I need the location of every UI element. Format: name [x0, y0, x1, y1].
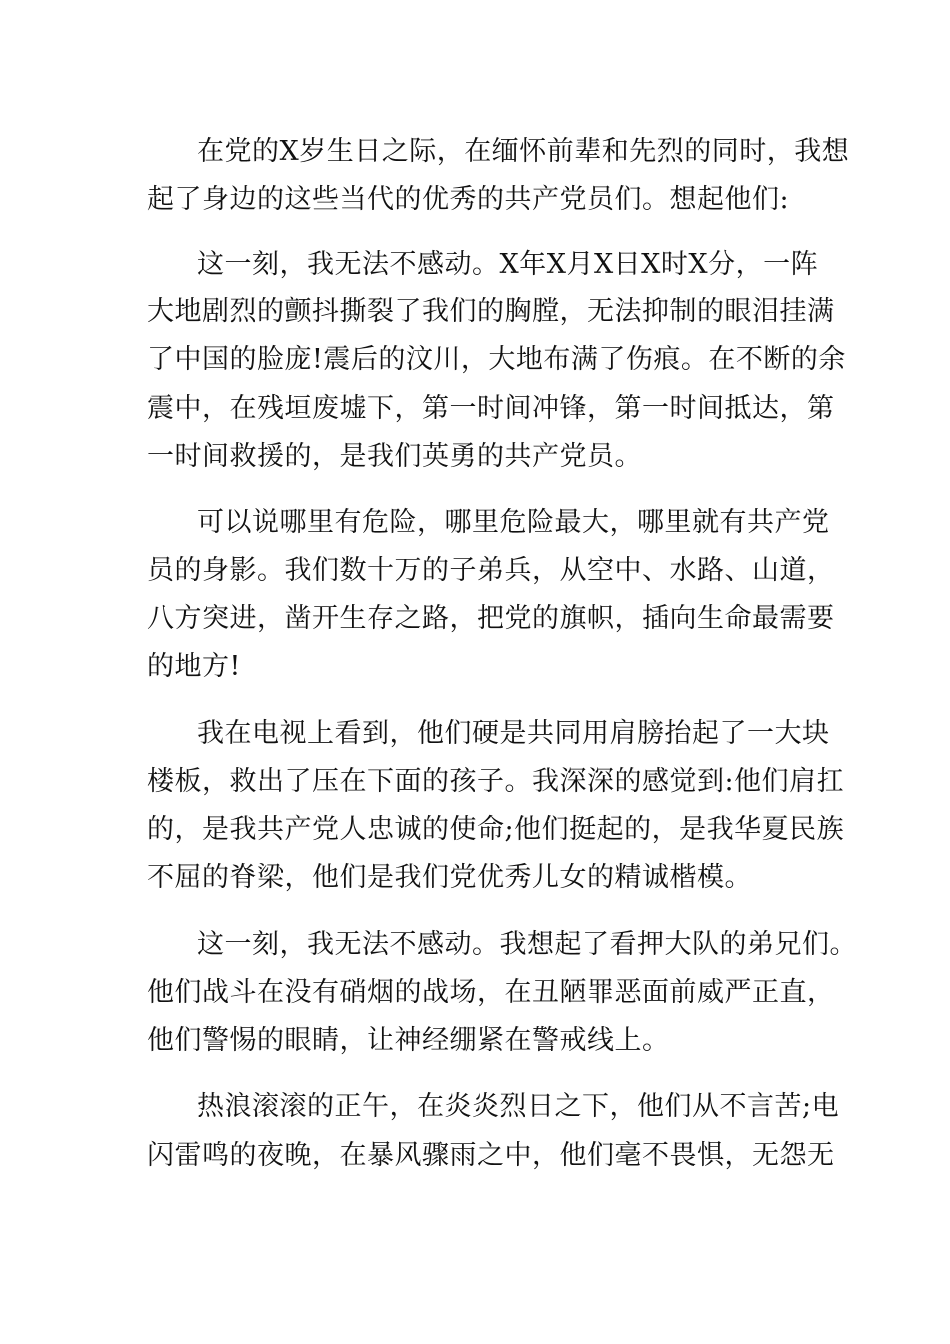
paragraph-3-line-1: 可以说哪里有危险，哪里危险最大，哪里就有共产党 — [197, 507, 830, 538]
paragraph-6-line-1: 热浪滚滚的正午，在炎炎烈日之下，他们从不言苦;电 — [197, 1091, 840, 1122]
paragraph-2-line-2: 大地剧烈的颤抖撕裂了我们的胸膛，无法抑制的眼泪挂满 — [147, 296, 835, 327]
paragraph-2-line-1: 这一刻，我无法不感动。X年X月X日X时X分，一阵 — [197, 249, 819, 280]
paragraph-5-line-3: 他们警惕的眼睛，让神经绷紧在警戒线上。 — [147, 1025, 670, 1056]
paragraph-3-line-2: 员的身影。我们数十万的子弟兵，从空中、水路、山道， — [147, 555, 835, 586]
paragraph-2-line-5: 一时间救援的，是我们英勇的共产党员。 — [147, 441, 642, 472]
paragraph-5-line-1: 这一刻，我无法不感动。我想起了看押大队的弟兄们。 — [197, 929, 857, 960]
paragraph-2-line-3: 了中国的脸庞!震后的汶川，大地布满了伤痕。在不断的余 — [147, 344, 846, 375]
paragraph-3-line-3: 八方突进，凿开生存之路，把党的旗帜，插向生命最需要 — [147, 603, 835, 634]
paragraph-3-line-4: 的地方! — [147, 651, 241, 682]
paragraph-1-line-1: 在党的X岁生日之际，在缅怀前辈和先烈的同时，我想 — [197, 136, 850, 167]
paragraph-4-line-4: 不屈的脊梁，他们是我们党优秀儿女的精诚楷模。 — [147, 862, 752, 893]
paragraph-4-line-2: 楼板，救出了压在下面的孩子。我深深的感觉到:他们肩扛 — [147, 766, 845, 797]
paragraph-5-line-2: 他们战斗在没有硝烟的战场，在丑陋罪恶面前威严正直， — [147, 977, 835, 1008]
paragraph-6-line-2: 闪雷鸣的夜晚，在暴风骤雨之中，他们毫不畏惧，无怨无 — [147, 1140, 835, 1171]
paragraph-1-line-2: 起了身边的这些当代的优秀的共产党员们。想起他们: — [147, 184, 790, 215]
paragraph-4-line-3: 的，是我共产党人忠诚的使命;他们挺起的，是我华夏民族 — [147, 814, 845, 845]
paragraph-2-line-4: 震中，在残垣废墟下，第一时间冲锋，第一时间抵达，第 — [147, 393, 835, 424]
paragraph-4-line-1: 我在电视上看到，他们硬是共同用肩膀抬起了一大块 — [197, 718, 830, 749]
